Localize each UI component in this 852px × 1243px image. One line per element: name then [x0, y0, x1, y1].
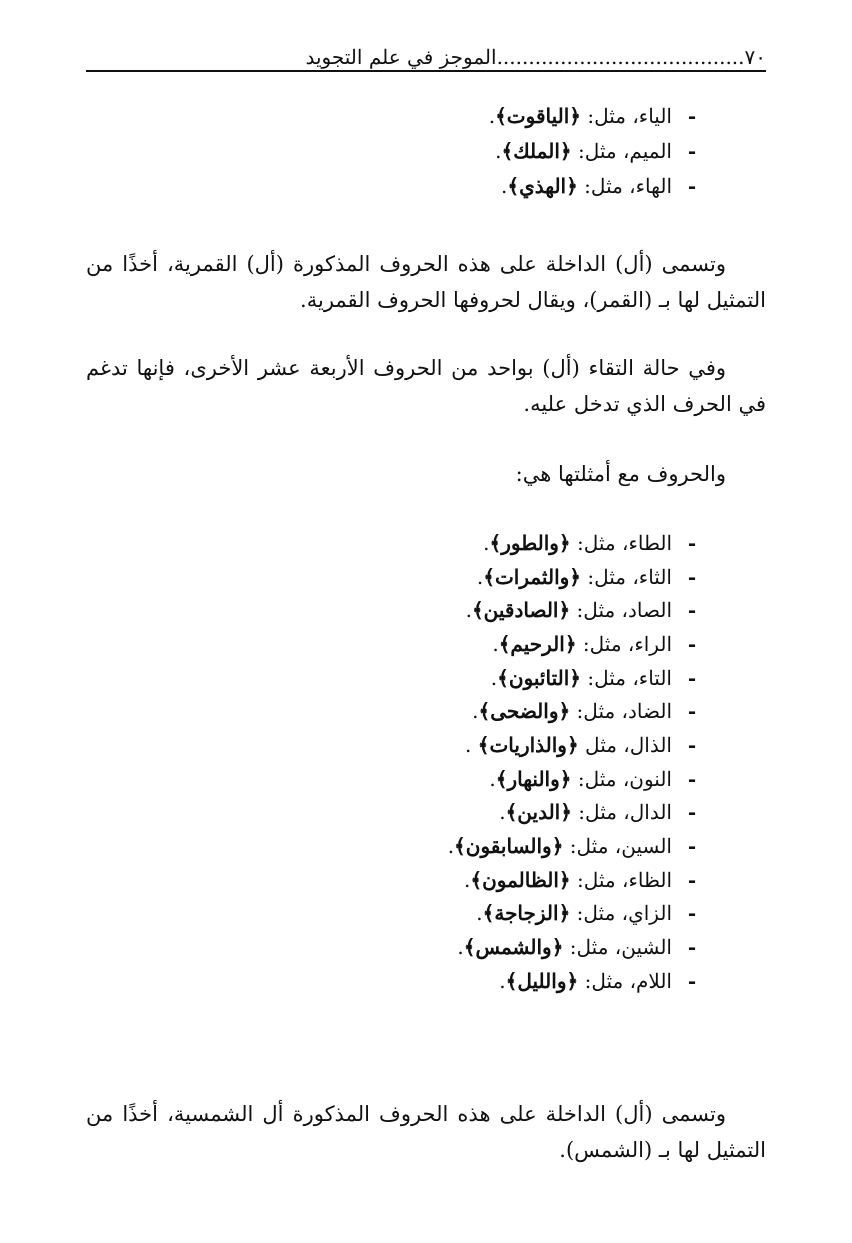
list-marker: - [687, 935, 697, 960]
running-header [86, 30, 766, 70]
example-word: ﴿الملك﴾ [501, 138, 572, 163]
letter-label: الذال، مثل [578, 732, 672, 757]
list-marker: - [687, 530, 697, 555]
letter-label: السين، مثل: [563, 834, 672, 859]
list-item [112, 168, 712, 203]
item-end: . [490, 665, 498, 690]
example-word: ﴿الظالمون﴾ [470, 867, 571, 892]
example-word: ﴿الزجاجة﴾ [482, 901, 571, 926]
list-marker: - [687, 732, 697, 757]
example-word: ﴿الهذي﴾ [507, 173, 578, 198]
list-marker: - [687, 103, 697, 128]
item-end: . [476, 564, 484, 589]
shamsi-letters-list [112, 526, 712, 998]
example-word: ﴿والليل﴾ [505, 968, 579, 993]
example-word: ﴿الرحيم﴾ [498, 631, 577, 656]
item-end: . [492, 631, 499, 656]
item-end: . [495, 138, 502, 163]
example-word: ﴿والسابقون﴾ [454, 834, 564, 859]
example-word: ﴿والذاريات﴾ [477, 732, 579, 757]
list-item [112, 560, 712, 594]
item-end: . [499, 800, 506, 825]
header-text: ٧٠.......................................الموجز في علم التجويد [305, 45, 766, 69]
example-word: ﴿والشمس﴾ [463, 935, 564, 960]
example-word: ﴿التائبون﴾ [497, 665, 581, 690]
paragraph-shamsi-definition: وتسمى (أل) الداخلة على هذه الحروف المذكورة أل الشمسية، أخذًا من التمثيل لها بـ (الشمس). [86, 1102, 766, 1162]
list-item [112, 964, 712, 998]
list-marker: - [687, 867, 697, 892]
list-item [112, 796, 712, 830]
item-end: . [457, 935, 464, 960]
list-marker: - [687, 766, 697, 791]
list-marker: - [687, 173, 697, 198]
letter-label: الميم، مثل: [571, 138, 672, 163]
example-word: ﴿الصادقين﴾ [471, 598, 571, 623]
list-marker: - [687, 699, 697, 724]
paragraph-idgham: وفي حالة التقاء (أل) بواحد من الحروف الأربعة عشر الأخرى، فإنها تدغم في الحرف الذي تدخل عليه. [86, 356, 766, 416]
letter-label: الشين، مثل: [563, 935, 672, 960]
list-marker: - [687, 564, 697, 589]
list-marker: - [687, 598, 697, 623]
item-end: . [472, 699, 479, 724]
item-end: . [476, 901, 483, 926]
letter-label: الهاء، مثل: [577, 173, 672, 198]
paragraph-qamari-definition: وتسمى (أل) الداخلة على هذه الحروف المذكورة (أل) القمرية، أخذًا من التمثيل لها بـ (القمر)، ويقال لحروفها الحروف القمرية. [86, 252, 766, 312]
item-end: . [499, 968, 506, 993]
list-item [112, 694, 712, 728]
qamari-letters-list [112, 98, 712, 203]
letter-label: الضاد، مثل: [570, 699, 672, 724]
letter-label: الياء، مثل: [581, 103, 672, 128]
letter-label: الطاء، مثل: [570, 530, 672, 555]
example-word: ﴿والضحى﴾ [478, 699, 571, 724]
list-item [112, 863, 712, 897]
item-end: . [488, 103, 496, 128]
list-item [112, 627, 712, 661]
letter-label: النون، مثل: [571, 766, 672, 791]
list-item [112, 930, 712, 964]
letter-label: الثاء، مثل: [581, 564, 672, 589]
list-item [112, 593, 712, 627]
example-word: ﴿والنهار﴾ [495, 766, 572, 791]
list-marker: - [687, 631, 697, 656]
example-word: ﴿والطور﴾ [489, 530, 571, 555]
list-marker: - [687, 901, 697, 926]
item-end: . [501, 173, 508, 198]
item-end: . [447, 834, 455, 859]
list-marker: - [687, 834, 697, 859]
list-marker: - [687, 968, 697, 993]
list-item [112, 829, 712, 863]
list-item [112, 133, 712, 168]
item-end: . [465, 732, 478, 757]
item-end: . [489, 766, 496, 791]
list-item [112, 661, 712, 695]
list-item [112, 897, 712, 931]
letter-label: اللام، مثل: [578, 968, 672, 993]
list-item [112, 98, 712, 133]
item-end: . [464, 867, 471, 892]
list-marker: - [687, 138, 697, 163]
list-item [112, 526, 712, 560]
example-word: ﴿الياقوت﴾ [495, 103, 581, 128]
item-end: . [483, 530, 490, 555]
header-rule [86, 70, 766, 72]
letter-label: الدال، مثل: [571, 800, 672, 825]
letter-label: الزاي، مثل: [570, 901, 672, 926]
letter-label: التاء، مثل: [581, 665, 672, 690]
letter-label: الصاد، مثل: [570, 598, 672, 623]
list-marker: - [687, 800, 697, 825]
paragraph-intro-examples: والحروف مع أمثلتها هي: [515, 462, 726, 486]
letter-label: الراء، مثل: [576, 631, 672, 656]
example-word: ﴿والثمرات﴾ [483, 564, 581, 589]
example-word: ﴿الدين﴾ [505, 800, 572, 825]
list-item [112, 762, 712, 796]
list-marker: - [687, 665, 697, 690]
list-item [112, 728, 712, 762]
item-end: . [465, 598, 472, 623]
letter-label: الظاء، مثل: [570, 867, 672, 892]
